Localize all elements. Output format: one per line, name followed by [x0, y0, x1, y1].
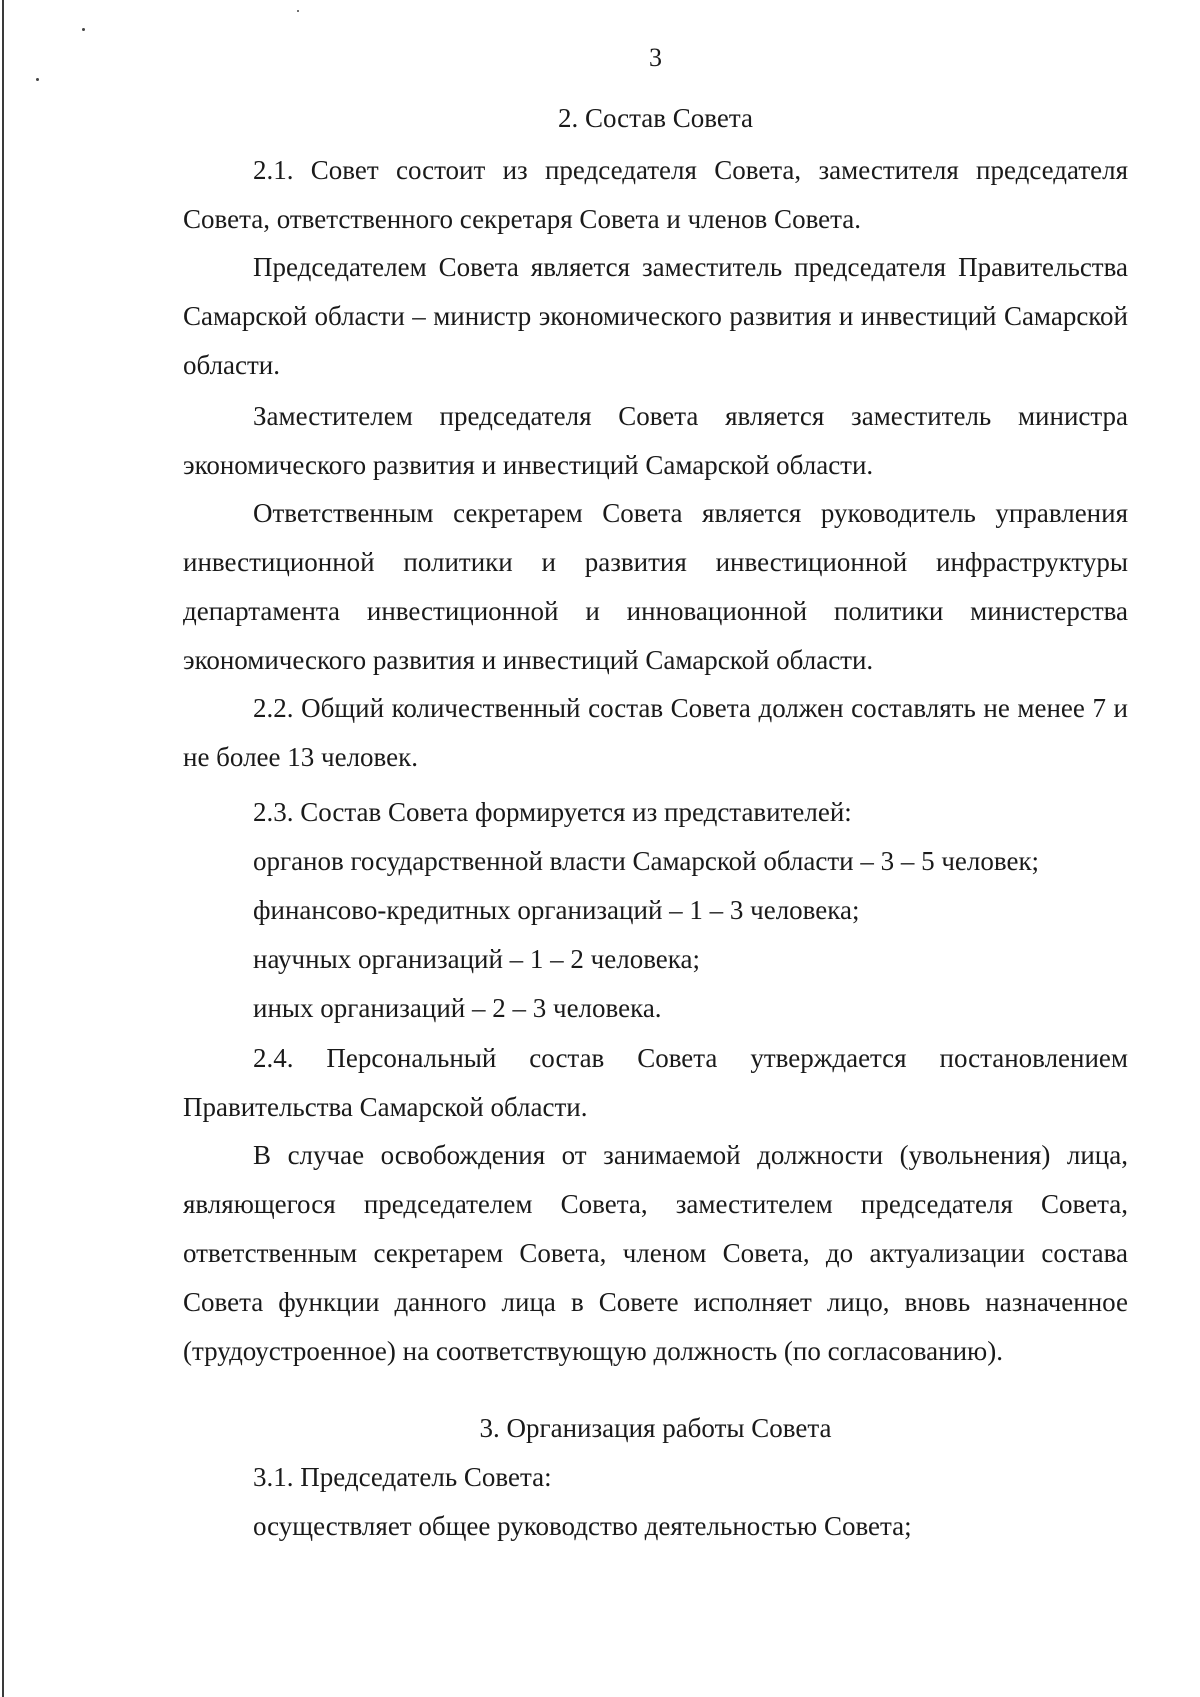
paragraph-2-4: 2.4. Персональный состав Совета утверждается постановлением Правительства Самарской области. [183, 1043, 1128, 1122]
paragraph-replacement: В случае освобождения от занимаемой должности (увольнения) лица, являющегося председателем Совета, заместителем председателя Совета, ответственным секретарем Совета, членом Совета, до актуализации состава Совета функции данного лица в Совете исполняет лицо, вновь назначенное (трудоустроенное) на соответствующую должность (по согласованию). [183, 1140, 1128, 1366]
paragraph-3-1: 3.1. Председатель Совета: [253, 1462, 552, 1492]
paragraph-3-1-item: осуществляет общее руководство деятельностью Совета; [253, 1511, 912, 1541]
scan-speck [82, 28, 85, 31]
list-item: иных организаций – 2 – 3 человека. [253, 993, 662, 1023]
scan-speck [297, 10, 299, 12]
scan-speck [36, 78, 39, 81]
list-item: финансово-кредитных организаций – 1 – 3 человека; [253, 895, 860, 925]
paragraph-deputy-chairman: Заместителем председателя Совета является заместитель министра экономического развития и инвестиций Самарской области. [183, 401, 1128, 480]
scan-edge-line [2, 0, 4, 1697]
paragraph-2-3: 2.3. Состав Совета формируется из представителей: [253, 797, 852, 827]
section-2-heading: 2. Состав Совета [558, 103, 753, 133]
list-item: научных организаций – 1 – 2 человека; [253, 944, 700, 974]
paragraph-2-1: 2.1. Совет состоит из председателя Совета, заместителя председателя Совета, ответственного секретаря Совета и членов Совета. [183, 155, 1128, 234]
list-item: органов государственной власти Самарской области – 3 – 5 человек; [253, 846, 1040, 876]
page-number: 3 [649, 43, 662, 72]
section-3-heading: 3. Организация работы Совета [479, 1413, 832, 1443]
paragraph-executive-secretary: Ответственным секретарем Совета является руководитель управления инвестиционной политики и развития инвестиционной инфраструктуры департамента инвестиционной и инновационной политики министерства экономического развития и инвестиций Самарской области. [183, 498, 1128, 675]
paragraph-chairman: Председателем Совета является заместитель председателя Правительства Самарской области – министр экономического развития и инвестиций Самарской области. [183, 252, 1128, 380]
paragraph-2-2: 2.2. Общий количественный состав Совета должен составлять не менее 7 и не более 13 человек. [183, 693, 1128, 772]
